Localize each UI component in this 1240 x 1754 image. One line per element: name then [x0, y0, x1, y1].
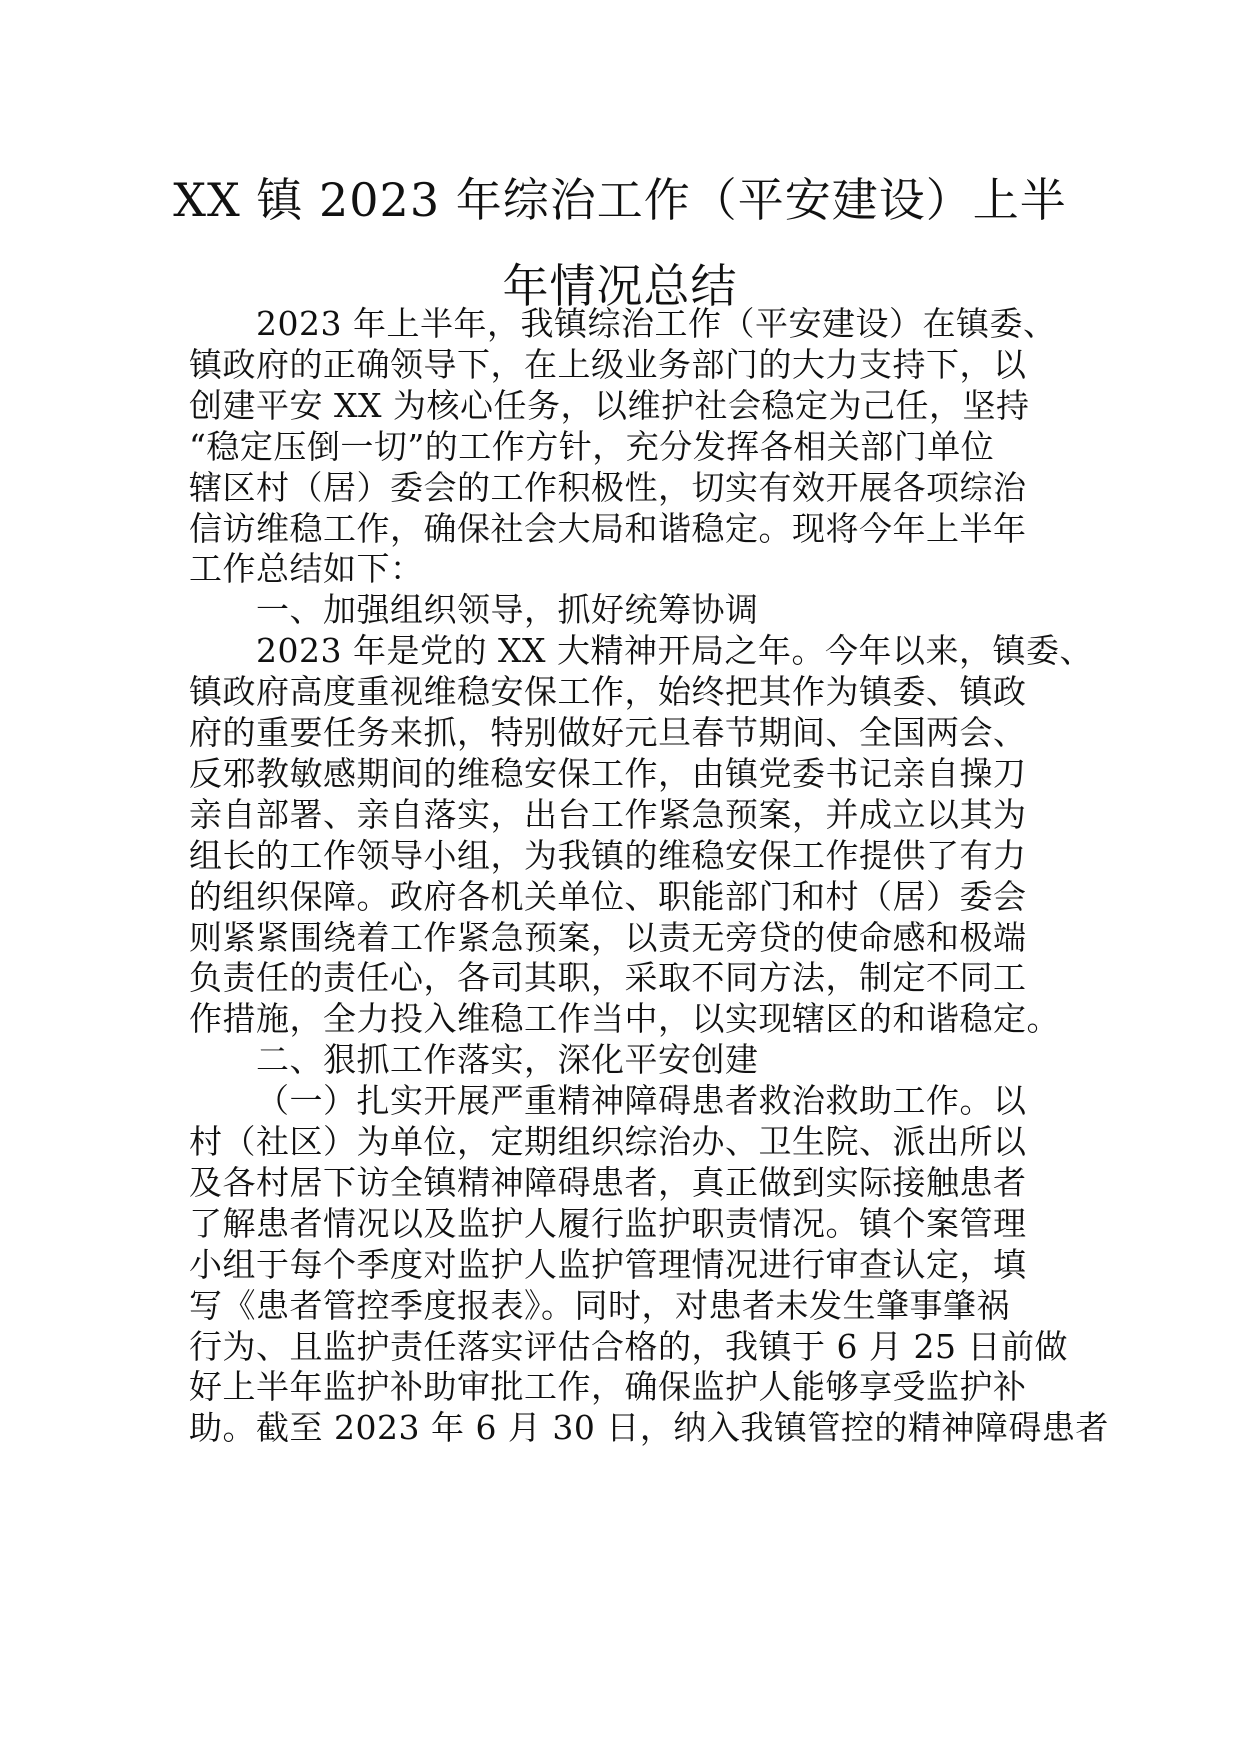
body-text-line: “稳定压倒一切”的工作方针，充分发挥各相关部门单位	[189, 426, 995, 466]
body-text-line: 了解患者情况以及监护人履行监护职责情况。镇个案管理	[189, 1203, 1027, 1243]
body-text-line: 小组于每个季度对监护人监护管理情况进行审查认定，填	[189, 1244, 1027, 1284]
body-text-line: 信访维稳工作，确保社会大局和谐稳定。现将今年上半年	[189, 508, 1027, 548]
body-text-line: 及各村居下访全镇精神障碍患者，真正做到实际接触患者	[189, 1162, 1027, 1202]
body-text-line: 亲自部署、亲自落实，出台工作紧急预案，并成立以其为	[189, 794, 1027, 834]
body-text-line: 写《患者管控季度报表》。同时，对患者未发生肇事肇祸	[189, 1285, 1010, 1325]
document-title-line-2: 年情况总结	[502, 259, 738, 313]
paragraph-first-line: 2023 年是党的 XX 大精神开局之年。今年以来，镇委、	[256, 631, 1093, 671]
body-text-line: 镇政府高度重视维稳安保工作，始终把其作为镇委、镇政	[189, 672, 1027, 712]
body-text-line: 辖区村（居）委会的工作积极性，切实有效开展各项综治	[189, 467, 1027, 507]
paragraph-first-line: 2023 年上半年，我镇综治工作（平安建设）在镇委、	[256, 304, 1057, 343]
body-text-line: 工作总结如下：	[189, 549, 424, 589]
body-text-line: 好上半年监护补助审批工作，确保监护人能够享受监护补	[189, 1367, 1027, 1407]
body-text-line: 作措施，全力投入维稳工作当中，以实现辖区的和谐稳定。	[189, 999, 1060, 1039]
body-text-line: 助。截至 2023 年 6 月 30 日，纳入我镇管控的精神障碍患者	[189, 1408, 1109, 1448]
body-text-line: 村（社区）为单位，定期组织综治办、卫生院、派出所以	[189, 1122, 1027, 1161]
body-text-line: 则紧紧围绕着工作紧急预案，以责无旁贷的使命感和极端	[189, 917, 1027, 957]
body-text-line: 负责任的责任心，各司其职，采取不同方法，制定不同工	[189, 958, 1027, 998]
body-text-line: 的组织保障。政府各机关单位、职能部门和村（居）委会	[189, 876, 1027, 916]
body-text-line: 府的重要任务来抓，特别做好元旦春节期间、全国两会、	[189, 713, 1027, 752]
body-text-line: 镇政府的正确领导下，在上级业务部门的大力支持下，以	[189, 344, 1027, 384]
body-text-line: 行为、且监护责任落实评估合格的，我镇于 6 月 25 日前做	[189, 1326, 1068, 1366]
body-text-line: 组长的工作领导小组，为我镇的维稳安保工作提供了有力	[189, 835, 1027, 875]
body-text-line: 创建平安 XX 为核心任务，以维护社会稳定为己任，坚持	[189, 385, 1030, 425]
document-title-line-1: XX 镇 2023 年综治工作（平安建设）上半	[173, 173, 1067, 227]
paragraph-first-line: 一、加强组织领导，抓好统筹协调	[256, 590, 759, 630]
paragraph-first-line: 二、狠抓工作落实，深化平安创建	[256, 1040, 759, 1080]
body-text-line: 反邪教敏感期间的维稳安保工作，由镇党委书记亲自操刀	[189, 753, 1027, 793]
paragraph-first-line: （一）扎实开展严重精神障碍患者救治救助工作。以	[256, 1081, 1027, 1121]
